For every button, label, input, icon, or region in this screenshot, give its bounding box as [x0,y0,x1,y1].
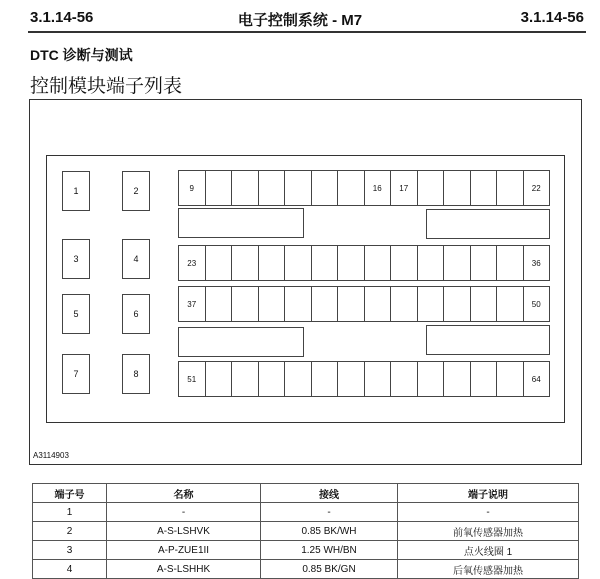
terminal-cell: 51 [179,362,206,396]
terminal-label: 1 [73,186,79,196]
table-cell: 1.25 WH/BN [261,541,398,560]
terminal-label: 7 [73,369,79,379]
terminal-cell [232,246,259,280]
page-title: 控制模块端子列表 [30,76,183,97]
page-header-center: 电子控制系统 - M7 [237,12,363,29]
terminal-cell [206,171,233,205]
terminal-cell [444,287,471,321]
terminal-row-3 [178,286,550,322]
terminal-cell [471,362,498,396]
terminal-cell [206,246,233,280]
terminal-cell [259,362,286,396]
column-header: 接线 [261,484,398,503]
terminal-cell [338,362,365,396]
terminal-cell [338,171,365,205]
terminal-cell [497,362,524,396]
terminal-cell [471,246,498,280]
connector-block [178,327,304,357]
terminal-cell: 50 [531,299,541,309]
page-header-right: 3.1.14-56 [520,9,584,26]
terminal-cell [391,287,418,321]
terminal-cell [418,287,445,321]
table-row [33,560,579,579]
terminal-label: 2 [133,186,139,196]
connector-block [426,209,550,239]
table-row [33,541,579,560]
terminal-cell [232,362,259,396]
terminal-label: 5 [73,309,79,319]
terminal-square [122,294,150,334]
terminal-cell: 23 [179,246,206,280]
column-header: 端子号 [33,484,107,503]
terminal-cell [206,362,233,396]
header-rule [28,31,586,33]
terminal-cell: 9 [179,171,206,205]
table-cell: A-S-LSHVK [107,522,261,541]
table-row [33,522,579,541]
terminal-cell [312,287,339,321]
connector-block [426,325,550,355]
terminal-cell [444,246,471,280]
terminal-cell [418,362,445,396]
terminal-cell [312,246,339,280]
terminal-label: 3 [73,254,79,264]
terminal-square [62,294,90,334]
terminal-square [122,171,150,211]
terminal-cell: 64 [531,374,541,384]
table-cell: 点火线圈 1 [398,541,579,560]
terminal-cell [338,246,365,280]
terminal-cell [285,287,312,321]
terminal-cell [312,171,339,205]
terminal-cell [285,362,312,396]
section-heading: DTC 诊断与测试 [30,47,133,63]
terminal-cell [259,171,286,205]
page-header-left: 3.1.14-56 [30,9,94,26]
terminal-square [62,354,90,394]
table-cell: - [261,503,398,522]
column-header: 名称 [107,484,261,503]
terminal-square [62,171,90,211]
table-cell: - [398,503,579,522]
terminal-cell [418,246,445,280]
table-cell: 3 [33,541,107,560]
terminal-cell: 16 [365,171,392,205]
terminal-cell [497,246,524,280]
terminal-cell: 17 [391,171,418,205]
table-header-row [33,484,579,503]
terminal-row-4 [178,361,550,397]
terminal-cell [232,171,259,205]
terminal-cell [338,287,365,321]
terminal-cell [418,171,445,205]
terminal-cell [259,246,286,280]
terminal-cell: 37 [179,287,206,321]
terminal-cell [365,246,392,280]
table-cell: 1 [33,503,107,522]
terminal-square [122,354,150,394]
terminal-cell [391,362,418,396]
terminal-cell [285,246,312,280]
terminal-row-1 [178,170,550,206]
terminal-label: 4 [133,254,139,264]
table-cell: 0.85 BK/WH [261,522,398,541]
terminal-square [62,239,90,279]
terminal-row-2 [178,245,550,281]
connector-block [178,208,304,238]
column-header: 端子说明 [398,484,579,503]
terminal-cell [391,246,418,280]
terminal-cell: 22 [531,183,541,193]
terminal-cell [232,287,259,321]
terminal-cell [206,287,233,321]
figure-caption: A3114903 [33,451,69,460]
terminal-label: 6 [133,309,139,319]
terminal-cell: 36 [531,258,541,268]
terminal-cell [285,171,312,205]
terminal-square [122,239,150,279]
table-cell: 2 [33,522,107,541]
table-cell: 前氧传感器加热 [398,522,579,541]
terminal-cell [497,287,524,321]
terminal-cell [312,362,339,396]
table-cell: A-P-ZUE1II [107,541,261,560]
pin-table [32,483,579,579]
terminal-cell [444,171,471,205]
terminal-cell [497,171,524,205]
terminal-cell [365,362,392,396]
table-cell: A-S-LSHHK [107,560,261,579]
terminal-label: 8 [133,369,139,379]
terminal-cell [259,287,286,321]
table-cell: 4 [33,560,107,579]
table-row [33,503,579,522]
terminal-cell [444,362,471,396]
terminal-cell [471,287,498,321]
terminal-cell [471,171,498,205]
terminal-cell [365,287,392,321]
table-cell: 0.85 BK/GN [261,560,398,579]
table-cell: 后氧传感器加热 [398,560,579,579]
table-cell: - [107,503,261,522]
